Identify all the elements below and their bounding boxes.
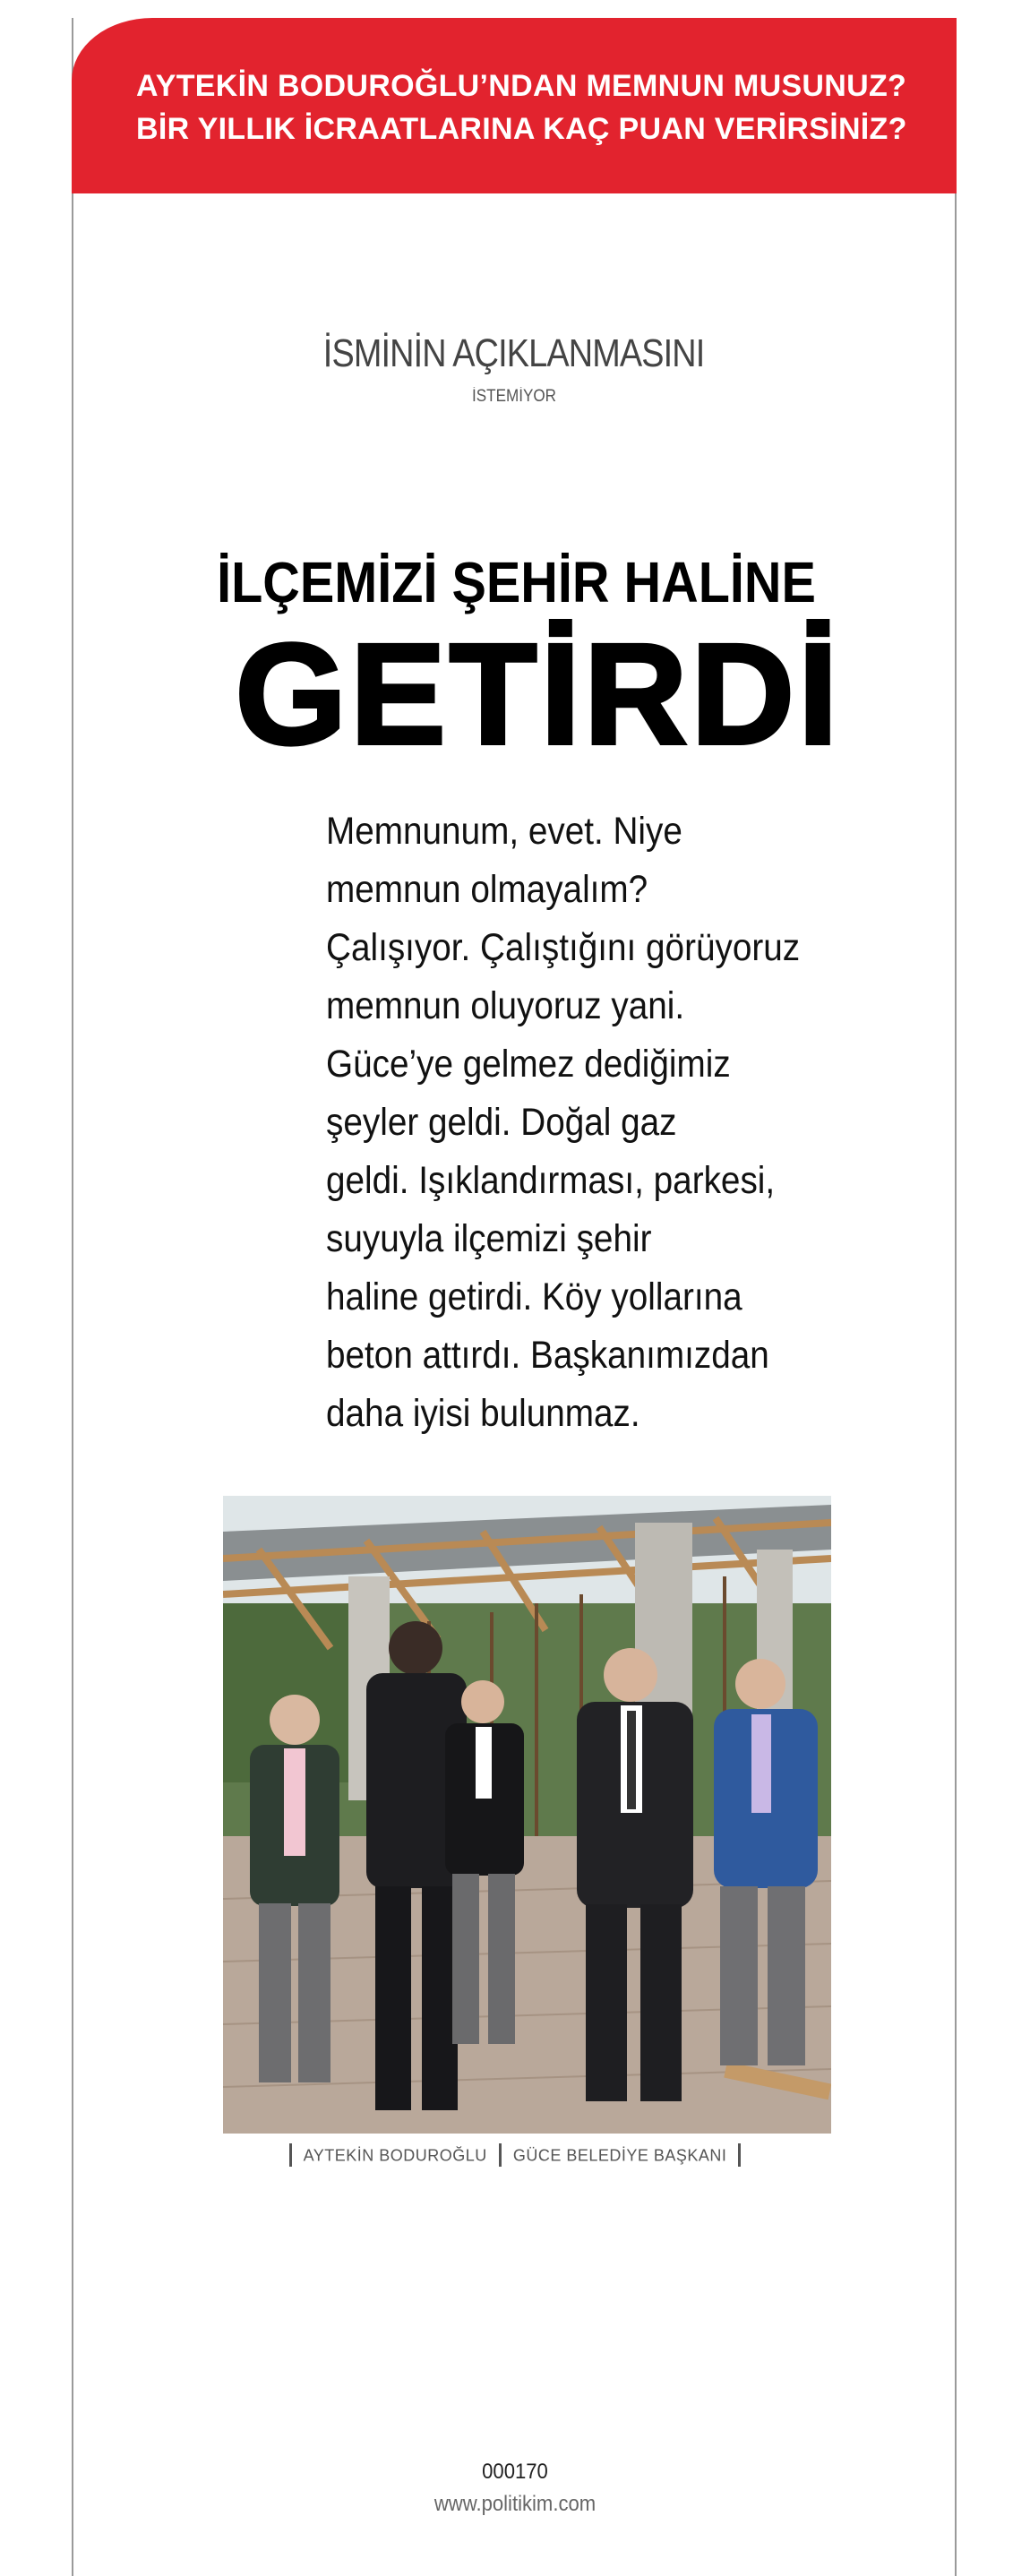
footer-url-link[interactable]: www.politikim.com [433, 2492, 597, 2516]
quote-line: Memnunum, evet. Niye [326, 810, 682, 853]
construction-site-illustration [223, 1496, 831, 2134]
caption-divider [499, 2143, 502, 2167]
footer-code: 000170 [482, 2460, 548, 2484]
headline-large [0, 614, 1030, 774]
question-banner [72, 18, 957, 193]
headline-small: İLÇEMİZİ ŞEHİR HALİNE [217, 550, 816, 614]
quote-body [326, 803, 801, 1443]
quote-line: geldi. Işıklandırması, parkesi, [326, 1159, 776, 1202]
headline-large-text: GETİRDİ [235, 614, 842, 774]
caption-name: AYTEKİN BODUROĞLU [303, 2146, 487, 2165]
quote-line: daha iyisi bulunmaz. [326, 1392, 640, 1435]
respondent-note: İSTEMİYOR [471, 387, 557, 406]
quote-line: suyuyla ilçemizi şehir [326, 1217, 652, 1260]
quote-line: Güce’ye gelmez dediğimiz [326, 1043, 731, 1086]
quote-line: Çalışıyor. Çalıştığını görüyoruz [326, 926, 801, 969]
question-line-2: BİR YILLIK İCRAATLARINA KAÇ PUAN VERİRSİNİZ? [136, 112, 907, 146]
caption-title: GÜCE BELEDİYE BAŞKANI [512, 2146, 727, 2165]
quote-line: memnun oluyoruz yani. [326, 984, 685, 1027]
quote-line: beton attırdı. Başkanımızdan [326, 1334, 769, 1377]
quote-line: haline getirdi. Köy yollarına [326, 1275, 742, 1318]
quote-line: şeyler geldi. Doğal gaz [326, 1101, 677, 1144]
caption-divider [738, 2143, 741, 2167]
caption-divider [289, 2143, 292, 2167]
quote-line: memnun olmayalım? [326, 868, 648, 911]
question-line-1: AYTEKİN BODUROĞLU’NDAN MEMNUN MUSUNUZ? [136, 69, 907, 103]
photo-caption [0, 2141, 1030, 2168]
news-photo [223, 1496, 831, 2134]
respondent-name: İSMİNİN AÇIKLANMASINI [322, 331, 705, 375]
